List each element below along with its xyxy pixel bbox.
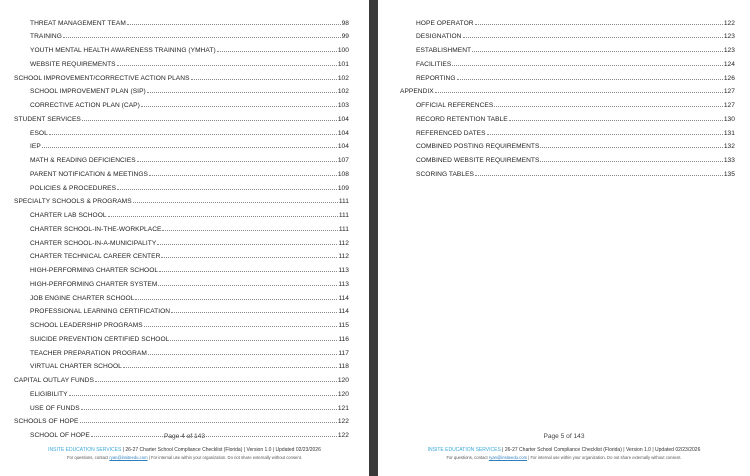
toc-leader-dots [127,24,341,25]
toc-entry-label: ESOL [30,129,48,137]
toc-leader-dots [149,175,337,176]
toc-entry[interactable] [30,343,349,357]
footer-title [378,447,750,453]
toc-entry[interactable] [416,27,735,41]
toc-leader-dots [42,147,337,148]
toc-leader-dots [170,340,337,341]
toc-leader-dots [141,106,337,107]
toc-entry[interactable] [30,206,349,220]
footer-contact-suffix: | For internal use within your organization. Do not share externally without consent. [527,455,682,460]
toc-entry-label: CHARTER SCHOOL-IN-THE-WORKPLACE [30,225,162,233]
toc-entry-page: 124 [723,60,735,68]
toc-leader-dots [157,244,337,245]
toc-entry-label: CHARTER LAB SCHOOL [30,212,107,220]
toc-entry[interactable] [30,357,349,371]
toc-entry-page: 103 [337,102,349,110]
page-number: Page 4 of 143 [163,433,206,440]
toc-entry-page: 100 [337,47,349,55]
toc-entry-label: THREAT MANAGEMENT TEAM [30,19,126,27]
toc-entry-label: TEACHER PREPARATION PROGRAM [30,349,147,357]
toc-entry-label: APPENDIX [400,88,434,96]
toc-leader-dots [95,381,337,382]
toc-entry-label: SCORING TABLES [416,170,474,178]
toc-entry-label: POLICIES & PROCEDURES [30,184,117,192]
toc-entry[interactable] [416,151,735,165]
toc-leader-dots [117,65,337,66]
toc-entry[interactable] [30,261,349,275]
toc-leader-dots [217,51,337,52]
toc-entry-label: COMBINED WEBSITE REQUIREMENTS [416,157,540,165]
toc-entry-page: 113 [338,267,349,275]
toc-entry[interactable] [30,164,349,178]
toc-leader-dots [49,134,337,135]
toc-entry[interactable] [30,219,349,233]
toc-entry-label: SUICIDE PREVENTION CERTIFIED SCHOOL [30,335,170,343]
toc-entry[interactable] [30,82,349,96]
toc-entry[interactable] [30,302,349,316]
toc-entry-label: ELIGIBILITY [30,390,68,398]
left-page [0,0,369,476]
toc-entry-page: 99 [341,33,349,41]
toc-entry-page: 122 [723,19,735,27]
footer-contact [378,455,750,460]
toc-leader-dots [69,395,337,396]
toc-entry[interactable] [416,13,735,27]
toc-entry[interactable] [30,178,349,192]
toc-leader-dots [435,92,723,93]
toc-entry[interactable] [30,41,349,55]
footer-contact-prefix: For questions, contact [446,455,489,460]
toc-entry[interactable] [30,329,349,343]
toc-entry-label: PARENT NOTIFICATION & MEETINGS [30,170,148,178]
toc-entry[interactable] [416,109,735,123]
toc-leader-dots [162,230,337,231]
toc-entry-label: SPECIALTY SCHOOLS & PROGRAMS [14,198,132,206]
toc-entry-label: CHARTER SCHOOL-IN-A-MUNICIPALITY [30,239,157,247]
page-number: Page 5 of 143 [543,433,585,440]
toc-entry[interactable] [14,68,349,82]
toc-leader-dots [191,79,337,80]
toc-entry[interactable] [416,164,735,178]
toc-leader-dots [135,299,337,300]
toc-entry-label: OFFICIAL REFERENCES [416,102,494,110]
toc-entry-page: 102 [337,74,349,82]
toc-entry-page: 104 [337,129,349,137]
toc-entry-page: 113 [338,280,349,288]
toc-entry-page: 127 [723,102,735,110]
toc-entry-page: 107 [337,157,349,165]
footer-contact [0,455,369,460]
toc-leader-dots [80,422,337,423]
footer-info: | 26-27 Charter School Compliance Checklist (Florida) | Version 1.0 | Updated 02/23/2026 [500,447,701,453]
toc-entry-label: TRAINING [30,33,62,41]
toc-entry-page: 109 [337,184,349,192]
toc-entry[interactable] [416,41,735,55]
toc-entry[interactable] [416,54,735,68]
toc-leader-dots [147,92,337,93]
toc-entry[interactable] [30,233,349,247]
toc-entry-page: 112 [338,253,349,261]
toc-entry-label: HIGH-PERFORMING CHARTER SYSTEM [30,280,158,288]
toc-entry[interactable] [30,316,349,330]
toc-entry-page: 130 [723,115,735,123]
toc-entry[interactable] [30,274,349,288]
footer-contact-prefix: For questions, contact [66,455,110,460]
right-page [378,0,750,476]
toc-entry[interactable] [30,398,349,412]
toc-entry-label: STUDENT SERVICES [14,115,81,123]
toc-entry-page: 127 [723,88,735,96]
toc-leader-dots [117,189,337,190]
toc-entry-label: HOPE OPERATOR [416,19,474,27]
toc-leader-dots [463,37,723,38]
toc-entry[interactable] [400,82,735,96]
footer-contact-suffix: | For internal use within your organization. Do not share externally without consent. [147,455,303,460]
toc-entry[interactable] [30,13,349,27]
toc-entry[interactable] [30,151,349,165]
toc-entry-page: 121 [337,404,349,412]
toc-entry-label: SCHOOL OF HOPE [30,432,90,440]
toc-leader-dots [108,216,338,217]
toc-entry[interactable] [416,68,735,82]
toc-entry-label: REFERENCED DATES [416,129,486,137]
toc-leader-dots [82,120,337,121]
toc-leader-dots [161,257,337,258]
toc-leader-dots [158,285,337,286]
toc-entry[interactable] [30,247,349,261]
toc-leader-dots [475,175,723,176]
toc-entry-label: CORRECTIVE ACTION PLAN (CAP) [30,102,140,110]
footer-title [0,447,369,453]
toc-entry[interactable] [14,412,349,426]
toc-entry[interactable] [30,27,349,41]
toc-entry-label: RECORD RETENTION TABLE [416,115,508,123]
toc-entry-page: 102 [337,88,349,96]
toc-entry-page: 112 [338,239,349,247]
toc-entry[interactable] [416,96,735,110]
toc-entry[interactable] [14,109,349,123]
toc-leader-dots [144,326,338,327]
toc-entry-page: 116 [338,335,349,343]
toc-entry-label: HIGH-PERFORMING CHARTER SCHOOL [30,267,159,275]
toc-leader-dots [494,106,723,107]
toc-entry-page: 114 [338,294,349,302]
toc-entry-page: 115 [338,322,349,330]
toc-entry[interactable] [30,54,349,68]
toc-entry-page: 111 [338,198,349,206]
footer-email-link[interactable]: ryan@insiteedu.com [488,455,528,460]
toc-leader-dots [159,271,337,272]
toc-entry-page: 123 [723,47,735,55]
toc-entry-page: 111 [338,225,349,233]
toc-entry[interactable] [30,288,349,302]
toc-entry-page: 114 [338,308,349,316]
toc-entry[interactable] [14,371,349,385]
toc-leader-dots [171,312,337,313]
toc-entry-label: ESTABLISHMENT [416,47,472,55]
footer-brand: INSITE EDUCATION SERVICES [48,447,122,453]
toc-leader-dots [148,354,337,355]
toc-entry-page: 108 [337,170,349,178]
toc-leader-dots [133,202,338,203]
toc-leader-dots [137,161,337,162]
toc-entry-page: 120 [337,377,349,385]
toc-entry-label: JOB ENGINE CHARTER SCHOOL [30,294,135,302]
toc-entry-label: CHARTER TECHNICAL CAREER CENTER [30,253,161,261]
toc-entry-page: 118 [338,363,349,371]
toc-leader-dots [540,147,722,148]
toc-entry-label: REPORTING [416,74,456,82]
toc-entry[interactable] [416,123,735,137]
toc-leader-dots [509,120,723,121]
toc-entry-label: SCHOOLS OF HOPE [14,418,79,426]
toc-entry[interactable] [30,384,349,398]
toc-entry-page: 101 [337,60,349,68]
toc-leader-dots [540,161,722,162]
toc-leader-dots [63,37,341,38]
toc-leader-dots [472,51,723,52]
footer-info: | 26-27 Charter School Compliance Checklist (Florida) | Version 1.0 | Updated 02/23/2026 [121,447,321,453]
toc-entry-label: CAPITAL OUTLAY FUNDS [14,377,94,385]
toc-entry-page: 126 [723,74,735,82]
toc-entry-label: YOUTH MENTAL HEALTH AWARENESS TRAINING (YMHAT) [30,47,216,55]
toc-entry-label: SCHOOL IMPROVEMENT PLAN (SIP) [30,88,146,96]
toc-entry-page: 123 [723,33,735,41]
footer-email-link[interactable]: ryan@insiteedu.com [109,455,148,460]
toc-leader-dots [475,24,723,25]
toc-entry-label: WEBSITE REQUIREMENTS [30,60,116,68]
toc-entry[interactable] [14,192,349,206]
toc-entry-label: USE OF FUNDS [30,404,80,412]
toc-entry[interactable] [30,96,349,110]
toc-entry-page: 104 [337,143,349,151]
toc-leader-dots [81,409,337,410]
toc-entry-label: VIRTUAL CHARTER SCHOOL [30,363,122,371]
toc-entry-label: SCHOOL IMPROVEMENT/CORRECTIVE ACTION PLANS [14,74,190,82]
toc-entry-page: 122 [337,418,349,426]
toc-entry-label: PROFESSIONAL LEARNING CERTIFICATION [30,308,171,316]
toc-leader-dots [487,134,723,135]
toc-entry-label: FACILITIES [416,60,452,68]
toc-entry-page: 135 [723,170,735,178]
toc-entry-page: 98 [341,19,349,27]
toc-entry-page: 122 [337,432,349,440]
toc-entry-label: DESIGNATION [416,33,462,41]
toc-entry[interactable] [416,137,735,151]
footer-brand: INSITE EDUCATION SERVICES [427,447,501,453]
toc-entry-label: IEP [30,143,41,151]
toc-entry-page: 131 [723,129,735,137]
toc-entry-label: SCHOOL LEADERSHIP PROGRAMS [30,322,143,330]
toc-entry-page: 133 [723,157,735,165]
toc-entry[interactable] [30,123,349,137]
toc-leader-dots [123,367,337,368]
toc-entry[interactable] [30,137,349,151]
toc-entry-page: 120 [337,390,349,398]
page-divider [369,0,378,476]
toc-leader-dots [452,65,723,66]
toc-entry-page: 111 [338,212,349,220]
toc-entry-label: MATH & READING DEFICIENCIES [30,157,136,165]
toc-entry-page: 132 [723,143,735,151]
toc-entry-label: COMBINED POSTING REQUIREMENTS [416,143,540,151]
toc-leader-dots [457,79,723,80]
toc-entry-page: 104 [337,115,349,123]
toc-entry-page: 117 [338,349,349,357]
